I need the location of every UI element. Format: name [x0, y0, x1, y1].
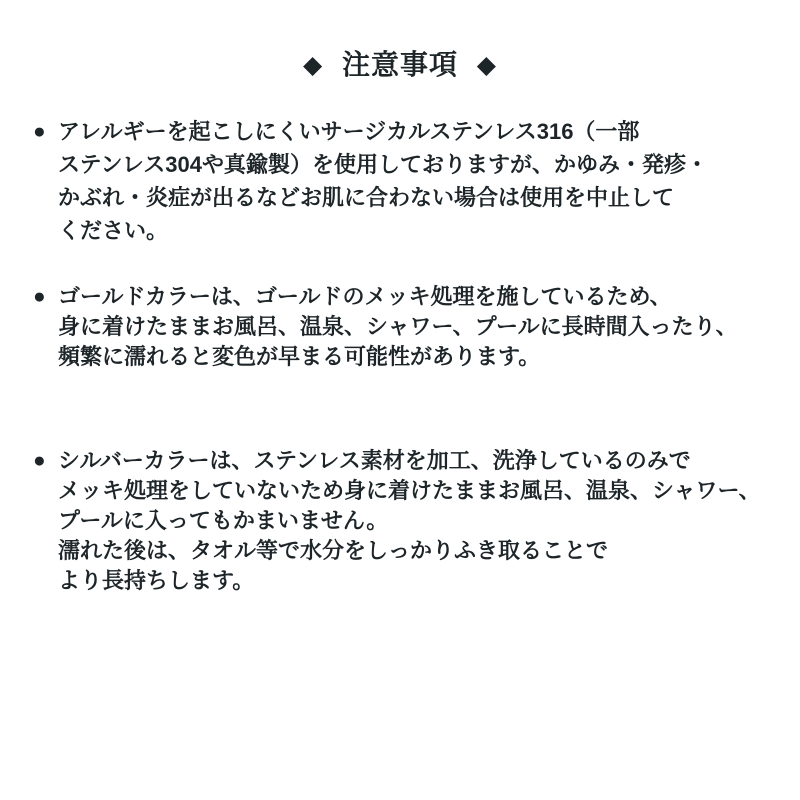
page-title-text: 注意事項 [341, 49, 458, 80]
notice-line: 濡れた後は、タオル等で水分をしっかりふき取ることで [58, 538, 609, 563]
diamond-icon: ◆ [476, 51, 498, 79]
notice-line: シルバーカラーは、ステンレス素材を加工、洗浄しているのみで [58, 448, 691, 473]
notice-text-silver [58, 446, 790, 596]
circle-bullet-icon: ● [33, 285, 46, 308]
notice-line: メッキ処理をしていないため身に着けたままお風呂、温泉、シャワー、 [58, 478, 761, 503]
notice-item-allergy [0, 115, 800, 247]
notice-item-gold-color [0, 282, 800, 372]
notice-line: より長持ちします。 [58, 568, 255, 593]
notice-text-gold [58, 282, 790, 372]
notice-line: プールに入ってもかまいません。 [58, 508, 389, 533]
notice-line: ゴールドカラーは、ゴールドのメッキ処理を施しているため、 [58, 284, 672, 309]
circle-bullet-icon: ● [33, 120, 46, 143]
notice-line: ください。 [58, 218, 169, 243]
diamond-icon: ◆ [302, 51, 324, 79]
notice-text-allergy [58, 115, 790, 247]
notice-line: ステンレス304や真鍮製）を使用しておりますが、かゆみ・発疹・ [58, 152, 708, 177]
page-title [0, 50, 800, 80]
circle-bullet-icon: ● [33, 449, 46, 472]
notice-line: 頻繁に濡れると変色が早まる可能性があります。 [58, 344, 541, 369]
notice-line: かぶれ・炎症が出るなどお肌に合わない場合は使用を中止して [58, 185, 675, 210]
notice-item-silver-color [0, 446, 800, 596]
notice-line: 身に着けたままお風呂、温泉、シャワー、プールに長時間入ったり、 [58, 314, 738, 339]
notice-line: アレルギーを起こしにくいサージカルステンレス316（一部 [58, 119, 640, 144]
